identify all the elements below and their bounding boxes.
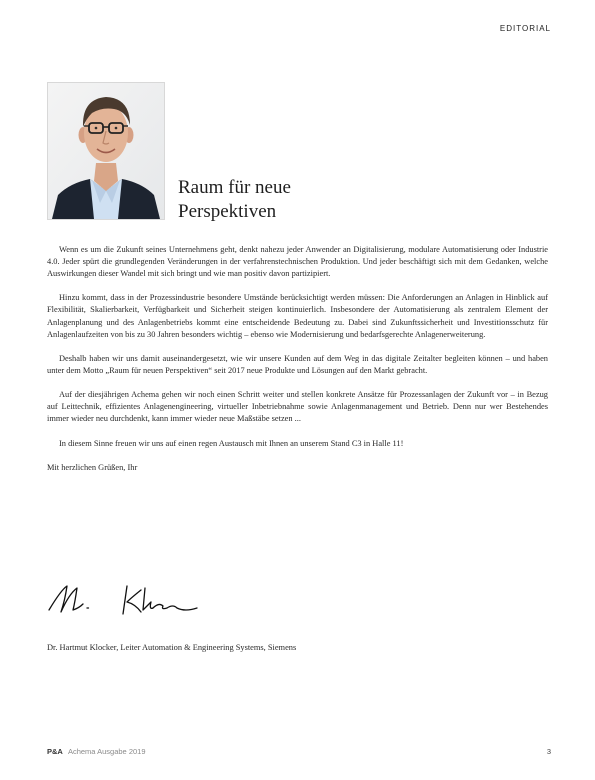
paragraph-1: Wenn es um die Zukunft seines Unternehmens geht, denkt nahezu jeder Anwender an Digitalisierung, modulare Automatisierung oder Industrie 4.0. Jeder spürt die grundlegenden Veränderungen in der verfahrenstechnischen Produktion. Und jeder beschäftigt sich mit dem Gedanken, welche Auswirkungen dieser Wandel mit sich bringt und wie man positiv davon partizipiert. bbox=[47, 245, 548, 279]
greeting: Mit herzlichen Grüßen, Ihr bbox=[47, 462, 138, 472]
footer-brand: P&A bbox=[47, 747, 63, 756]
title-line-2: Perspektiven bbox=[178, 201, 277, 222]
article-title bbox=[178, 176, 291, 224]
article-body bbox=[47, 244, 548, 486]
title-line-1: Raum für neue bbox=[178, 177, 291, 198]
handwritten-signature bbox=[47, 578, 207, 626]
author-line: Dr. Hartmut Klocker, Leiter Automation & Engineering Systems, Siemens bbox=[47, 643, 297, 652]
paragraph-2: Hinzu kommt, dass in der Prozessindustrie besondere Umstände berücksichtigt werden müssen: Die Anforderungen an Anlagen in Hinblick auf Flexibilität, Skalierbarkeit, Verfügbarkeit und Sicherheit steigen kontinuierlich. Insbesondere der Automatisierung als zentralem Element der Anlagenplanung und des Anlagenbetriebs kommt eine entscheidende Bedeutung zu. Dabei sind Zukunftssicherheit und Investitionsschutz für Anlagenlaufzeiten von bis zu 30 Jahren besonders wichtig – ebenso wie Modernisierung und bedarfsgerechte Anlagenerweiterung. bbox=[47, 293, 548, 339]
footer-issue: Achema Ausgabe 2019 bbox=[67, 747, 146, 756]
paragraph-5: In diesem Sinne freuen wir uns auf einen regen Austausch mit Ihnen an unserem Stand C3 in Halle 11! bbox=[59, 438, 404, 448]
section-label: EDITORIAL bbox=[499, 24, 551, 33]
paragraph-3: Deshalb haben wir uns damit auseinandergesetzt, wie wir unsere Kunden auf dem Weg in das digitale Zeitalter begleiten können – und haben unter dem Motto „Raum für neuen Perspektiven“ seit 2017 neue Produkte und Lösungen auf den Markt gebracht. bbox=[47, 353, 548, 375]
page-number: 3 bbox=[546, 747, 551, 756]
author-photo bbox=[47, 82, 165, 220]
footer-publication bbox=[47, 747, 146, 756]
paragraph-4: Auf der diesjährigen Achema gehen wir noch einen Schritt weiter und stellen konkrete Ansätze für Prozessanlagen der Zukunft vor – in Bezug auf Leittechnik, effizientes Anlagenengineering, virtueller Inbetriebnahme sowie Anlagenmanagement und Betrieb. Denn nur wer Bestehendes immer wieder neu durchdenkt, kann immer wieder neue Maßstäbe setzen ... bbox=[47, 390, 548, 424]
